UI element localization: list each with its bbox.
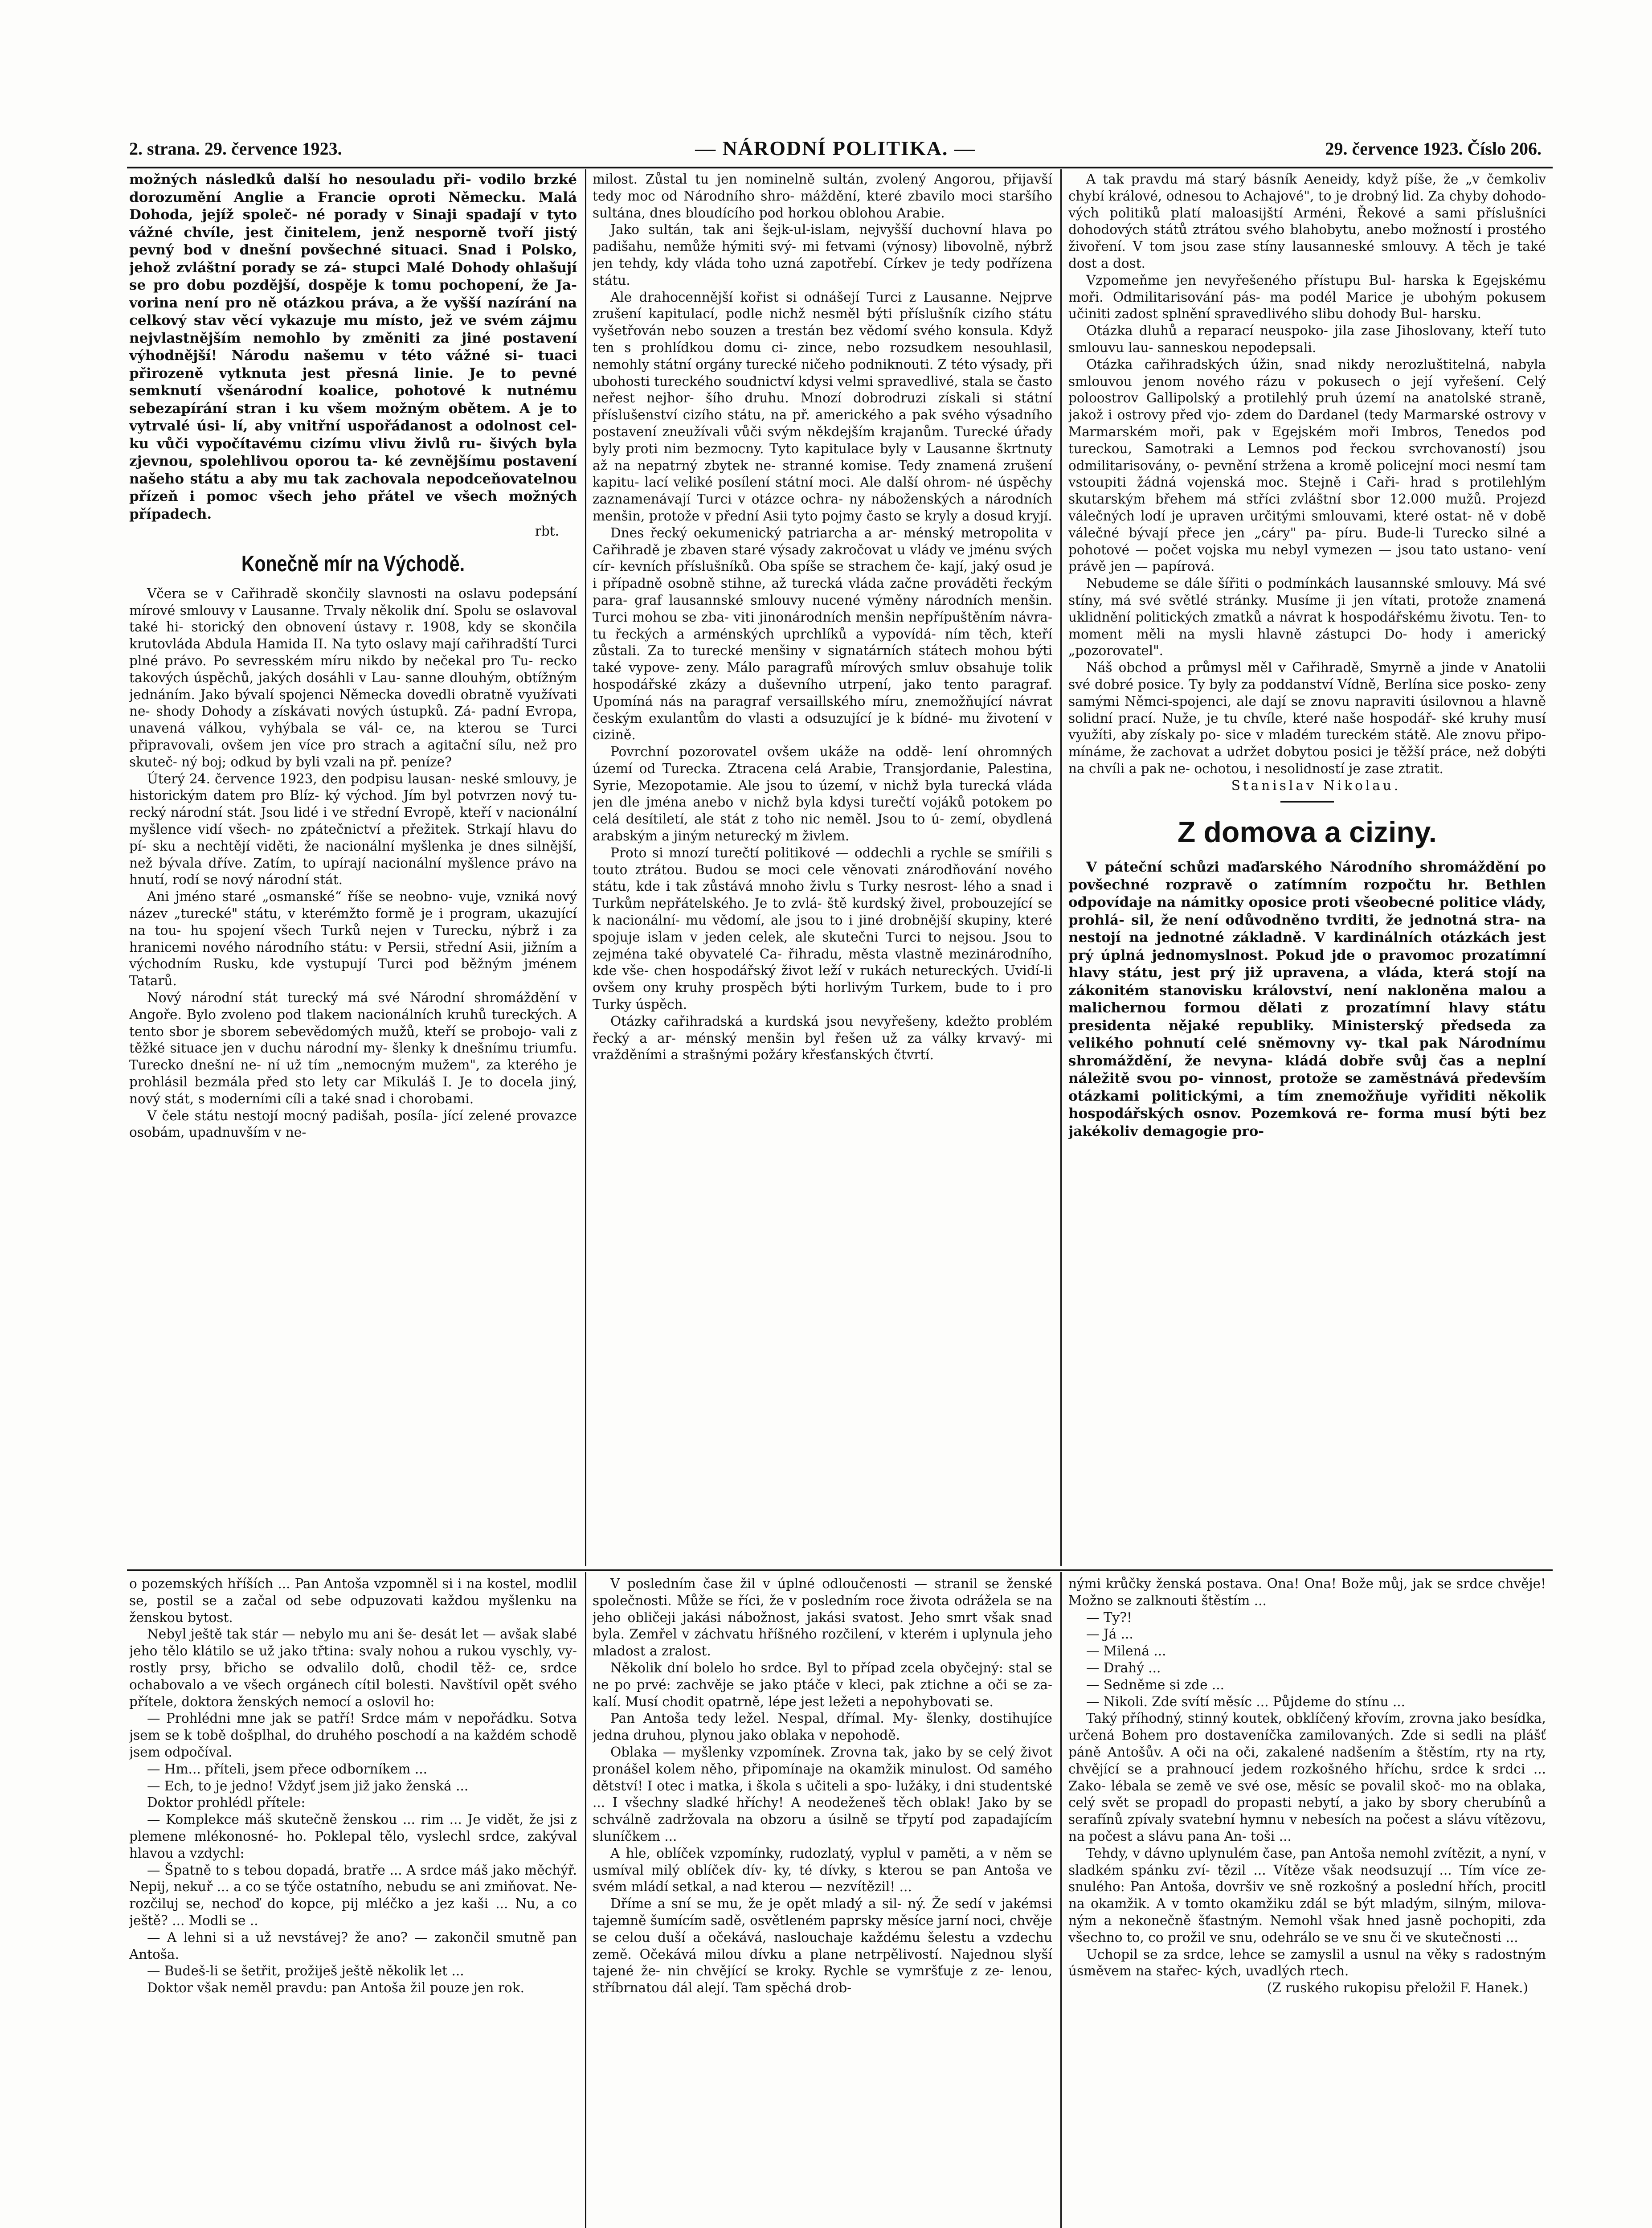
paragraph: Uchopil se za srdce, lehce se zamyslil a usnul na věky s radostným úsměvem na stařec- kých, uvadlých rtech. bbox=[1068, 1946, 1546, 1979]
paragraph: — Komplekce máš skutečně ženskou ... rim ... Je vidět, že jsi z plemene mlékonosné- ho. Poklepal tělo, vyslechl srdce, zakýval hlavou a vzdychl: bbox=[129, 1812, 577, 1861]
dialog-line: — Nikoli. Zde svítí měsíc ... Půjdeme do stínu ... bbox=[1086, 1694, 1406, 1709]
paragraph: A hle, oblíček vzpomínky, rudozlatý, vyplul v paměti, a v něm se usmíval milý oblíček dív- ky, té dívky, s kterou se pan Antoša ve svém mládí setkal, a nad kterou — nezvítězil! ... bbox=[593, 1845, 1052, 1895]
header-page-date: 2. strana. 29. července 1923. bbox=[129, 139, 342, 159]
header-rule bbox=[127, 167, 1553, 168]
dialog-line: — Ty?! bbox=[1086, 1610, 1132, 1625]
column-2 bbox=[593, 171, 1052, 1567]
article-continuation: možných následků další ho nesouladu při- vodilo brzké dorozumění Anglie a Francie oproti Německu. Malá Dohoda, jejíž společ- né porady v Sinaji spadají v tyto vážné chvíle, jest činitelem, jenž nesporně tvoří jistý pevný bod v dnešní povšechné situaci. Snad i Polsko, jehož zvláštní porady se zá- stupci Malé Dohody ohlašují se pro dobu pozdější, dospěje k tomu pochopení, že Ja- vorina není pro ně otázkou práva, a že vyšší nazírání na celkový stav věcí vykazuje mu místo, jež ve svém zájmu nejvlastnějším nemohlo by změniti za jiné postavení výhodnější! Národu našemu v této vážné si- tuaci přirozeně vytknuta jest přesná linie. Je to pevné semknutí všenárodní koalice, pohotové k nutnému sebezapírání stran i ku všem možným obětem. A je to vytrvalé úsi- lí, aby vnitřní uspořádanost a odolnost cel- ku vůči vypočítavému cizímu vlivu živlů ru- šivých byla zjevnou, spolehlivou oporou ta- ké zevnějšímu postavení našeho státu a aby mu tak zachovala nepodceňovatelnou přízeň i pomoc všech jeho přátel ve všech možných případech. bbox=[129, 172, 577, 522]
paragraph: — Prohlédni mne jak se patří! Srdce mám v nepořádku. Sotva jsem se k tobě došplhal, do druhého poschodí a na každém schodě jsem odpočíval. bbox=[129, 1711, 577, 1760]
column-divider-1 bbox=[585, 169, 586, 1566]
paragraph: A tak pravdu má starý básník Aeneidy, když píše, že „v čemkoliv chybí králové, odnesou to Achajové", to je drobný lid. Za chyby dohodo- vých politiků platí maloasijští Arméni, Řekové a sami příslušníci dohodových států ztrátou svého blahobytu, anebo možností i prostého živoření. V tom jsou zase stíny lausanneské smlouvy. A těch je také dost a dost. bbox=[1068, 172, 1546, 271]
paragraph: Pan Antoša tedy ležel. Nespal, dřímal. My- šlenky, dostihujíce jedna druhou, plynou jako oblaka v nepohodě. bbox=[593, 1711, 1052, 1743]
page-header bbox=[129, 136, 1542, 163]
paragraph: o pozemských hříších ... Pan Antoša vzpomněl si i na kostel, modlil se, postil se a začal od sebe odpuzovati každou myšlenku na ženskou bytost. bbox=[129, 1576, 577, 1625]
feuilleton-divider-2 bbox=[1060, 1572, 1062, 2228]
paragraph: — Špatně to s tebou dopadá, bratře ... A srdce máš jako měchýř. Nepij, nekuř ... a co se týče ostatního, nebudu se ani zmiňovat. Ne- rozčiluj se, nechoď do kopce, pij mléčko a jez kaši ... Nu, a co ještě? ... Modli se .. bbox=[129, 1862, 577, 1928]
paragraph: milost. Zůstal tu jen nominelně sultán, zvolený Angorou, přijavší tedy moc od Národního shro- máždění, které zbavilo moci staršího sultána, dnes bloudícího pod horkou oblohou Arabie. bbox=[593, 172, 1052, 221]
paragraph: Úterý 24. července 1923, den podpisu lausan- neské smlouvy, je historickým datem pro Blíz- ký východ. Jím byl potvrzen nový tu- recký národní stát. Jsou lidé i ve střední Evropě, kteří v nacionální myšlence vidí všech- no zpátečnictví a přežitek. Strkají hlavu do pí- sku a nechtějí viděti, že nacionální myšlenka je dnes silnější, než bývala dříve. Zatím, to upírají nacionální myšlence právo na hnutí, rodí se nový národní stát. bbox=[129, 771, 577, 888]
column-divider-2 bbox=[1060, 169, 1062, 1566]
paragraph: Ani jméno staré „osmanské“ říše se neobno- vuje, vzniká nový název „turecké" státu, v kterémžto formě je i program, ukazující na tou- hu spojení všech Turků nejen v Turecku, nýbrž i za hranicemi nového národního státu: v Persii, střední Asii, jižním a východním Rusku, kde vystupují Turci pod běžným jménem Tatarů. bbox=[129, 889, 577, 989]
paragraph: nými krůčky ženská postava. Ona! Ona! Bože můj, jak se srdce chvěje! Možno se zalknouti štěstím ... bbox=[1068, 1576, 1546, 1608]
feuilleton-divider-1 bbox=[585, 1572, 586, 2228]
paragraph: Ale drahocennější kořist si odnášejí Turci z Lausanne. Nejprve zrušení kapitulací, podle nichž nesměl býti příslušník cizího státu vyšetřován nebo souzen a trestán bez vědomí svého konsula. Když ten s prohlídkou domu ci- zince, nebo rozsudkem nesouhlasil, nemohly státní orgány turecké ničeho podniknouti. Z této výsady, při ubohosti tureckého soudnictví kdysi velmi spravedlivé, stala se často neřest nejhor- šího druhu. Mnozí dobrodruzi získali si státní příslušenství cizího státu, na př. amerického a pak svého výsadního postavení zneužívali vůči svým někdejším krajanům. Turecké úřady byly proti nim bezmocny. Tyto kapitulace byly v Lausanne škrtnuty až na nepatrný zbytek ne- stranné komise. Tedy znamená zrušení kapitu- lací veliké posílení státní moci. Ale další ohrom- né úspěchy zaznamenávají Turci v otázce ochra- ny náboženských a národních menšin, protože v přední Asii tyto pojmy často se kryly a dosud kryjí. bbox=[593, 289, 1052, 524]
article-author: Stanislav Nikolau. bbox=[1231, 778, 1401, 793]
dialog-line: — Drahý ... bbox=[1086, 1660, 1161, 1675]
dialog-line: — Milená ... bbox=[1086, 1643, 1166, 1659]
paragraph: — Budeš-li se šetřit, prožiješ ještě několik let ... bbox=[147, 1963, 464, 1979]
paragraph: Otázky cařihradská a kurdská jsou nevyřešeny, kdežto problém řecký a ar- ménský menšin byl řešen už za války krvavý- mi vražděními a strašnými požáry křesťanských čtvrtí. bbox=[593, 1013, 1052, 1063]
paragraph: Otázka cařihradských úžin, snad nikdy nerozluštitelná, nabyla smlouvou jenom nového rázu v pokusech o její vyřešení. Celý poloostrov Gallipolský a protilehlý pruh území na anatolské straně, jakož i ostrovy před vjo- zdem do Dardanel (tedy Marmarské ostrovy v Marmarském moři, pak v Egejském moři Imbros, Tenedos pod tureckou, Samotraki a Lemnos pod řeckou svrchovaností) jsou odmilitarisovány, o- pevnění stržena a kromě policejní moci nesmí tam vstoupiti žádná vojenská moc. Stejně i Caři- hrad s protilehlým skutarským břehem má stříci zvláštní sbor 12.000 mužů. Projezd válečných lodí je upraven určitými smlouvami, které ostat- ně v době válečné bývají přece jen „cáry" pa- píru. Bude-li Turecko silné a pohotové — počet vojska mu nebyl vymezen — jsou tato ustano- vení právě jen — papírová. bbox=[1068, 356, 1546, 574]
feuilleton-rule bbox=[127, 1569, 1553, 1571]
feuilleton-column-2 bbox=[593, 1576, 1052, 2228]
newspaper-masthead: — NÁRODNÍ POLITIKA. — bbox=[695, 137, 976, 160]
paragraph: — A lehni si a už nevstávej? že ano? — zakončil smutně pan Antoša. bbox=[129, 1929, 577, 1962]
feuilleton-column-1 bbox=[129, 1576, 577, 2228]
paragraph: Proto si mnozí turečtí politikové — oddechli a rychle se smířili s touto ztrátou. Budou se moci cele věnovati znárodňování nového státu, kde i tak zůstává mnoho živlu s Turky nesrost- lého a snad i Turkům nepřátelského. Je to zvlá- ště kurdský živel, probouzející se k nacionální- mu vědomí, ale jsou to i jiné drobnější skupiny, které spojuje islam v jeden celek, ale skutečni Turci to nejsou. Jsou to zejména také obyvatelé Ca- řihradu, města vlastně mezinárodního, kde vše- chen hospodářský život leží v rukách netureckých. Uvidí-li ovšem ony kruhy prospěch býti horlivým Turkem, bude to i pro Turky úspěch. bbox=[593, 845, 1052, 1012]
paragraph: Oblaka — myšlenky vzpomínek. Zrovna tak, jako by se celý život pronášel kolem něho, připomínaje na okamžik minulost. Od samého dětství! I otec i matka, i škola s učiteli a spo- lužáky, i dni studentské ... I všechny sladké hříchy! A neodeženeš těch oblak! Jako by se schválně zadržovala na obzoru a úsilně se třpytí pod zapadajícím sluníčkem ... bbox=[593, 1744, 1052, 1844]
paragraph: Jako sultán, tak ani šejk-ul-islam, nejvyšší duchovní hlava po padišahu, nemůže hýmiti svý- mi fetvami (výnosy) libovolně, nýbrž jen tehdy, kdy vláda toho uzná zapotřebí. Církev je tedy podřízena státu. bbox=[593, 222, 1052, 288]
paragraph: Několik dní bolelo ho srdce. Byl to případ zcela obyčejný: stal se ne po prvé: zachvěje se jako ptáče v kleci, pak ztichne a oči se za- kalí. Musí chodit opatrně, lépe jest ležeti a nepohybovati se. bbox=[593, 1660, 1052, 1709]
paragraph: V posledním čase žil v úplné odloučenosti — stranil se ženské společnosti. Může se říci, že v posledním roce života odrážela se na jeho obličeji jakási nábožnost, jakási svatost. Jeho smrt však snad byla. Zemřel v záchvatu hříšného rozčilení, v kterém i uplynula jeho mladost a zralost. bbox=[593, 1576, 1052, 1659]
paragraph: Doktor prohlédl přítele: bbox=[147, 1795, 306, 1810]
paragraph: Povrchní pozorovatel ovšem ukáže na oddě- lení ohromných území od Turecka. Ztracena celá Arabie, Transjordanie, Palestina, Syrie, Mezopotamie. Ale jsou to území, v nichž byla turecká vláda jen dle jména anebo v nichž byla kdysi turečtí vojáků potokem po celá desítiletí, ale stát z toho nic neměl. Jsou to ú- zemí, obydlená arabským a jiným neturecký m živlem. bbox=[593, 744, 1052, 844]
news-item: V páteční schůzi maďarského Národního shromáždění po povšechné rozpravě o zatímním rozpočtu hr. Bethlen odpovídaje na námitky oposice proti všeobecné politice vlády, prohlá- sil, že není odůvodněno tvrditi, že jednotná stra- na nestojí na jednotné základně. V kardinálních otázkách jest prý úplná jednomyslnost. Pokud jde o pravomoc prozatímní hlavy státu, jest prý již upravena, a vláda, která stojí na zákonitém stanovisku království, není nakloněna malou a malichernou formou dělati z prozatímní hlavy státu presidenta nějaké republiky. Ministerský předseda za velikého pohnutí celé sněmovny vy- tkal pak Národnímu shromáždění, že nevyna- kládá dobře svůj čas a neplní náležitě svou po- vinnost, protože se zaměstnává především otázkami politickými, a tím znemožňuje vyřiditi několik hospodářských osnov. Pozemková re- forma musí býti bez jakékoliv demagogie pro- bbox=[1068, 859, 1546, 1139]
paragraph: V čele státu nestojí mocný padišah, posíla- jící zelené provazce osobám, upadnuvším v ne- bbox=[129, 1108, 577, 1140]
feuilleton-column-3 bbox=[1068, 1576, 1546, 2228]
translator-credit: (Z ruského rukopisu přeložil F. Hanek.) bbox=[1267, 1980, 1528, 1996]
paragraph: Dříme a sní se mu, že je opět mladý a sil- ný. Že sedí v jakémsi tajemně šumícím sadě, osvětleném paprsky měsíce jarní noci, chvěje se celou duší a očekává, naslouchaje každému šelestu a vzdechu země. Očekává milou dívku a plane netrpělivostí. Najednou slyší tajené že- nin chvějící se kroky. Rychle se vymršťuje z ze- lenou, stříbrnatou dál alejí. Tam spěchá drob- bbox=[593, 1896, 1052, 1996]
section-headline: Z domova a ciziny. bbox=[1178, 815, 1437, 849]
paragraph: Taký příhodný, stinný koutek, obklíčený křovím, zrovna jako besídka, určená Bohem pro dostaveníčka zamilovaných. Zde si sedli na plášť páně Antošův. A oči na oči, zakalené nadšením a štěstím, rty na rty, chvějící se a prahnoucí jedem rozkošného hříchu, srdce k srdci ... Zako- lébala se země ve své ose, měsíc se povalil skoč- mo na oblaka, celý svět se propadl do propasti nebytí, a jako by sbory cherubínů a serafínů zpívaly svatební hymnu v nebesích na počest a slávu vítězovu, na počest a slávu pana An- toši ... bbox=[1068, 1711, 1546, 1844]
paragraph: Náš obchod a průmysl měl v Cařihradě, Smyrně a jinde v Anatolii své dobré posice. Ty byly za poddanství Vídně, Berlína sice posko- zeny samými Němci-spojenci, ale dají se znovu napraviti úsilovnou a hlavně solidní prací. Nuže, je tu chvíle, které naše hospodář- ské kruhy musí využíti, aby získaly po- sice v mladém tureckém státě. Ale znovu připo- mínáme, že zachovat a udržet dobytou posici je těžší práce, než dobýti na chvíli a pak ne- ochotou, i nesolidností je zase ztratit. bbox=[1068, 660, 1546, 776]
paragraph: Doktor však neměl pravdu: pan Antoša žil pouze jen rok. bbox=[147, 1980, 524, 1996]
paragraph: Nebudeme se dále šířiti o podmínkách lausannské smlouvy. Má své stíny, má své světlé stránky. Musíme ji jen vítati, protože znamená uklidnění politických zmatků a návrat k hospodářskému životu. Ten- to moment měli na mysli hlavně zástupci Do- hody i americký „pozorovatel". bbox=[1068, 576, 1546, 659]
paragraph: Nebyl ještě tak stár — nebylo mu ani še- desát let — avšak slabé jeho tělo klátilo se už jako třtina: svaly nohou a rukou vyschly, vy- rostly prsy, břicho se odvalilo dolů, chodil těž- ce, srdce ochabovalo a ve všech orgánech cítil bolesti. Navštívil opět svého přítele, doktora ženských nemocí a oslovil ho: bbox=[129, 1626, 577, 1709]
paragraph: Dnes řecký oekumenický patriarcha a ar- ménský metropolita v Cařihradě je zbaven staré výsady zakročovat u vlády ve jménu svých cír- kevních příslušníků. Oba spíše se strachem če- kají, jaký osud je i případně osobně stihne, až turecká vláda začne prováděti řeckým para- graf lausannské smlouvy nucené výměny národních menšin. Turci mohou se zba- viti jinonárodních menšin nepřípuštěním návra- tu řeckých a arménských uprchlíků a vypovídá- ním těch, kteří zůstali. Za to turecké menšiny v signatárních státech mohou býti také vypove- zeny. Málo paragrafů mírových smluv obsahuje tolik hospodářské zkázy a duševního utrpení, jako tento paragraf. Upomíná nás na paragraf versaillského míru, znemožňující návrat českým exulantům do vlasti a odsuzující je k bídné- mu životení v cizině. bbox=[593, 525, 1052, 743]
paragraph: Nový národní stát turecký má své Národní shromáždění v Angoře. Bylo zvoleno pod tlakem nacionálních kruhů tureckých. A tento sbor je sborem sebevědomých mužů, kteří se probojo- vali z těžké situace jen v duchu národní my- šlenky k dnešnímu triumfu. Turecko dnešní ne- ní už tím „nemocným mužem", za kterého je prohlásil bezmála před sto lety car Mikuláš I. Je to docela jiný, nový stát, s moderními cíli a také snad i chorobami. bbox=[129, 990, 577, 1106]
column-3 bbox=[1068, 171, 1546, 1567]
paragraph: — Ech, to je jedno! Vždyť jsem již jako ženská ... bbox=[147, 1778, 469, 1794]
article-signature: rbt. bbox=[535, 524, 559, 539]
dialog-line: — Sedněme si zde ... bbox=[1086, 1677, 1225, 1692]
paragraph: Tehdy, v dávno uplynulém čase, pan Antoša nemohl zvítězit, a nyní, v sladkém spánku zví- tězil ... Vítěze však neodsuzují ... Tím více ze- snulého: Pan Antoša, dovršiv ve sně rozkošný a poslední hřích, procitl na okamžik. A v tomto okamžiku zdál se být mladým, silným, milova- ným a nekonečně šťastným. Nemohl však hned jasně pochopiti, zda všechno to, co prožil ve snu, odehrálo se ve snu či ve skutečnosti ... bbox=[1068, 1845, 1546, 1945]
paragraph: — Hm... příteli, jsem přece odborníkem ... bbox=[147, 1761, 427, 1777]
paragraph: Vzpomeňme jen nevyřešeného přístupu Bul- harska k Egejskému moři. Odmilitarisování pás- ma podél Marice je ubohým pokusem učiniti zadost splnění spravedlivého slibu dohody Bul- harsku. bbox=[1068, 272, 1546, 322]
column-1 bbox=[129, 171, 577, 1567]
paragraph: Otázka dluhů a reparací neuspoko- jila zase Jihoslovany, kteří tuto smlouvu lau- sanneskou nepodepsali. bbox=[1068, 323, 1546, 355]
section-rule bbox=[1280, 801, 1334, 803]
paragraph: Včera se v Cařihradě skončily slavnosti na oslavu podepsání mírové smlouvy v Lausanne. Trvaly několik dní. Spolu se oslavoval také hi- storický den obnovení ústavy r. 1908, kdy se skončila krutovláda Abdula Hamida II. Na tyto oslavy mají cařihradští Turci plné právo. Po sevresském míru nikdo by nečekal pro Tu- recko takových úspěchů, jakých dosáhli v Lau- sanne dlouhým, obtížným jednáním. Jako bývalí spojenci Německa dovedli obratně využívati ne- shody Dohody a získávati nových ústupků. Zá- padní Evropa, unavená válkou, vyhýbala se vál- ce, na kterou se Turci připravovali, ovšem jen více pro strach a agitační sílu, než pro skuteč- ný boj; odkud by byli vzali na př. peníze? bbox=[129, 586, 577, 770]
article-headline: Konečně mír na Východě. bbox=[241, 551, 465, 576]
header-issue-number: 29. července 1923. Číslo 206. bbox=[1325, 139, 1542, 159]
dialog-line: — Já ... bbox=[1086, 1626, 1133, 1642]
